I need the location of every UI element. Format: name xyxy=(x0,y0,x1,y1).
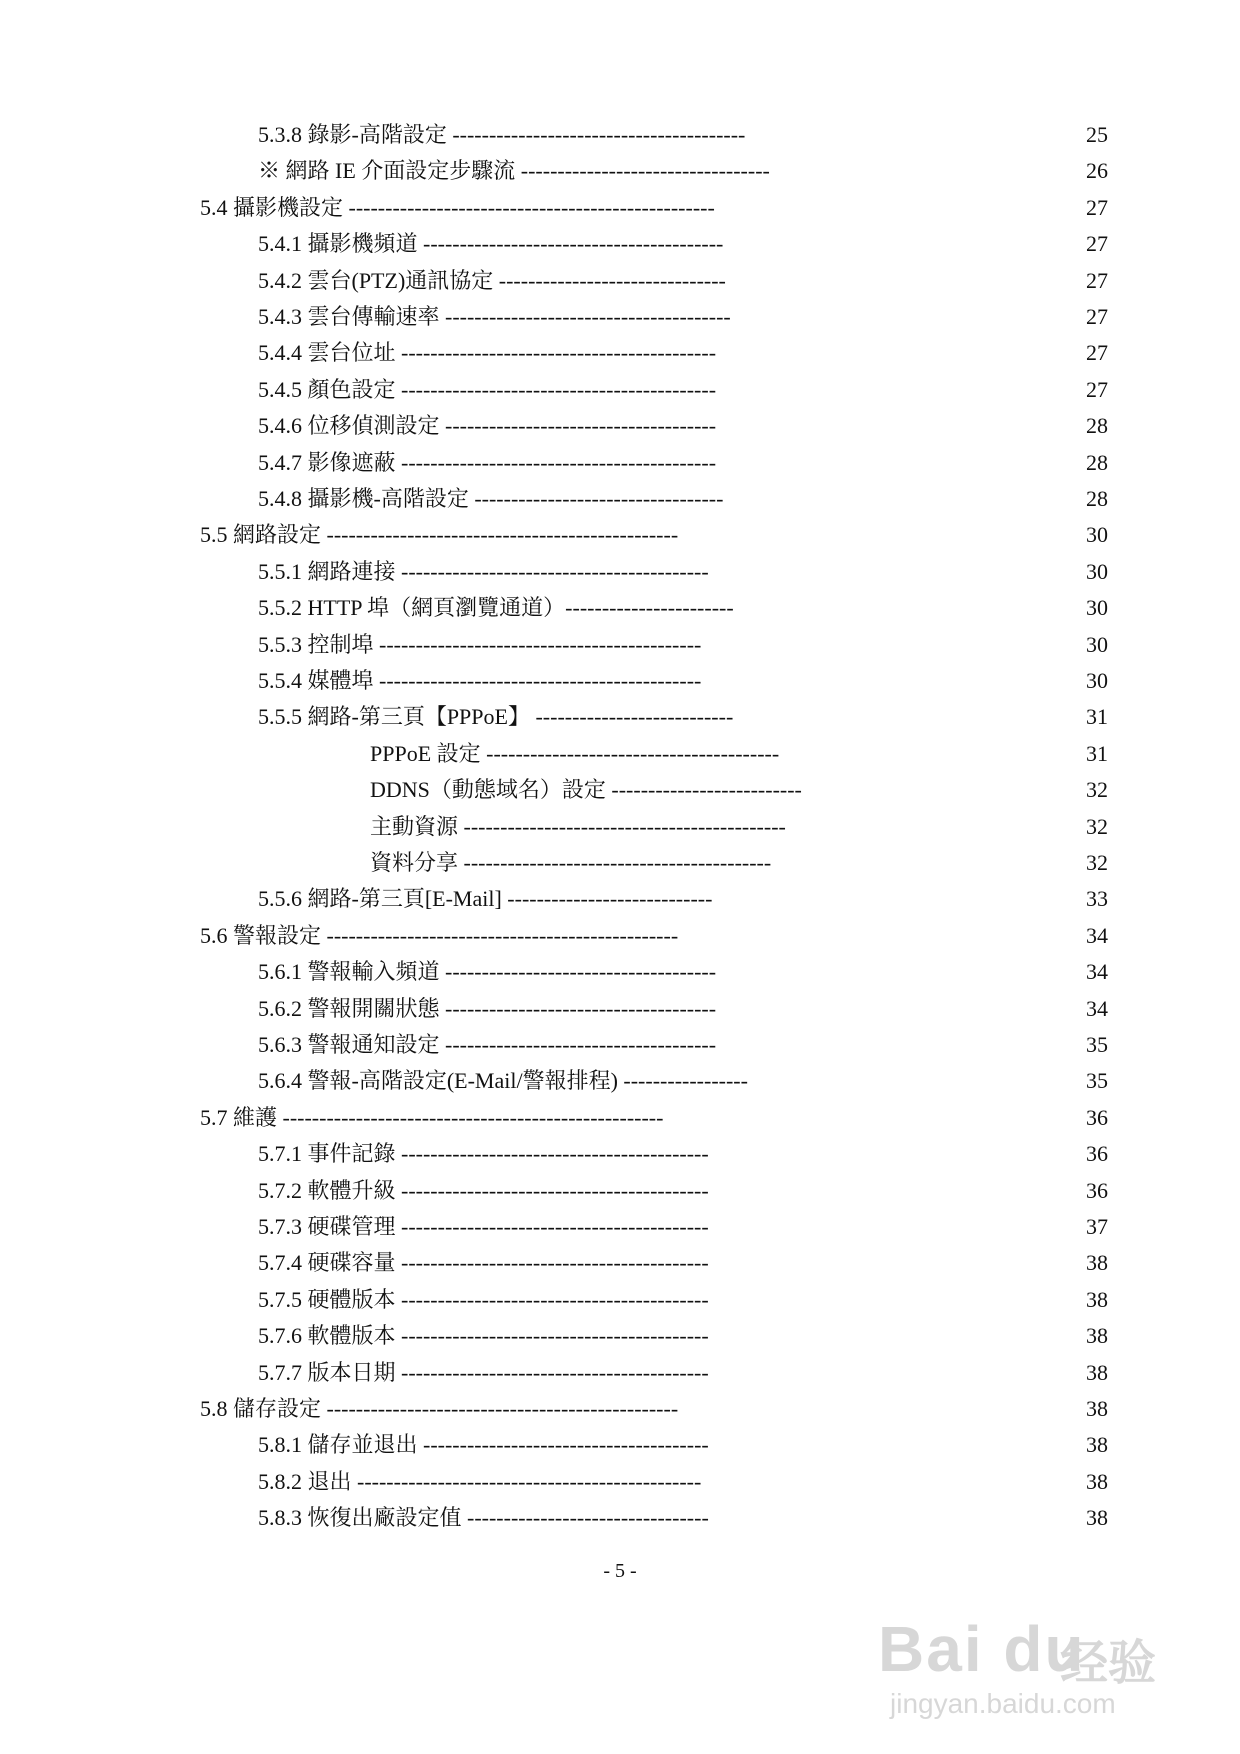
toc-entry-page: 38 xyxy=(1086,1396,1108,1421)
toc-entry-label: 5.5.5 網路-第三頁【PPPoE】 --------------------------- xyxy=(258,704,734,730)
toc-entry-label: 5.7.3 硬碟管理 ------------------------------------------ xyxy=(258,1214,709,1239)
toc-entry-label: 5.6.3 警報通知設定 ------------------------------------- xyxy=(258,1032,717,1057)
toc-entry-page: 34 xyxy=(1086,922,1108,948)
toc-entry xyxy=(0,1173,1240,1209)
toc-entry-label: 5.8.2 退出 ----------------------------------------------- xyxy=(258,1468,702,1494)
toc-entry-page: 31 xyxy=(1086,740,1108,766)
toc-entry-page: 38 xyxy=(1086,1250,1108,1276)
toc-entry xyxy=(0,809,1240,845)
page-number: - 5 - xyxy=(603,1560,637,1582)
toc-entry xyxy=(0,1391,1240,1427)
toc-entry xyxy=(0,845,1240,881)
toc-entry-page: 35 xyxy=(1086,1068,1108,1094)
toc-entry-label: 5.3.8 錄影-高階設定 ---------------------------------------- xyxy=(258,122,746,147)
toc-entry xyxy=(0,190,1240,226)
toc-entry xyxy=(0,663,1240,699)
toc-entry-page: 30 xyxy=(1086,631,1108,657)
toc-entry xyxy=(0,1063,1240,1099)
toc-entry xyxy=(0,263,1240,299)
toc-entry-page: 26 xyxy=(1086,158,1108,184)
toc-entry-label: 5.7.6 軟體版本 ------------------------------------------ xyxy=(258,1323,709,1349)
toc-entry-page: 27 xyxy=(1086,231,1108,257)
toc-entry-page: 34 xyxy=(1086,995,1108,1021)
toc-entry-page: 28 xyxy=(1086,449,1108,475)
toc-entry xyxy=(0,736,1240,772)
toc-entry xyxy=(0,1209,1240,1245)
toc-entry-page: 35 xyxy=(1086,1032,1108,1057)
toc-entry xyxy=(0,117,1240,153)
toc-entry xyxy=(0,918,1240,954)
toc-entry xyxy=(0,1027,1240,1063)
toc-entry-page: 33 xyxy=(1086,886,1108,912)
toc-entry-label: 5.4.4 雲台位址 ------------------------------------------- xyxy=(258,340,717,366)
toc-entry xyxy=(0,699,1240,735)
toc-entry-label: 5.4.8 攝影機-高階設定 ---------------------------------- xyxy=(258,486,724,511)
toc-entry-page: 32 xyxy=(1086,813,1108,839)
watermark-brand-suffix: 经验 xyxy=(1060,1637,1157,1690)
toc-entry xyxy=(0,627,1240,663)
toc-entry-page: 38 xyxy=(1086,1432,1108,1458)
toc-entry xyxy=(0,554,1240,590)
toc-entry-label: 5.5.6 網路-第三頁[E-Mail] ---------------------------- xyxy=(258,886,713,912)
toc-entry xyxy=(0,372,1240,408)
toc-entry xyxy=(0,226,1240,262)
toc-entry-page: 31 xyxy=(1086,704,1108,730)
toc-entry-page: 27 xyxy=(1086,194,1108,220)
toc-entry-page: 32 xyxy=(1086,777,1108,803)
toc-entry-label: 5.8 儲存設定 ------------------------------------------------ xyxy=(200,1396,679,1421)
toc-entry xyxy=(0,881,1240,917)
toc-entry-page: 38 xyxy=(1086,1359,1108,1385)
toc-entry-page: 25 xyxy=(1086,122,1108,147)
toc-entry xyxy=(0,299,1240,335)
toc-entry-label: ※ 網路 IE 介面設定步驟流 ---------------------------------- xyxy=(258,158,770,184)
toc-entry-label: 5.5.1 網路連接 ------------------------------------------ xyxy=(258,558,709,584)
toc-entry-label: 5.7.2 軟體升級 ------------------------------------------ xyxy=(258,1177,709,1203)
toc-entry-label: 5.6.4 警報-高階設定(E-Mail/警報排程) ----------------- xyxy=(258,1068,748,1094)
toc-entry xyxy=(0,1355,1240,1391)
toc-entry-page: 34 xyxy=(1086,959,1108,985)
toc-entry xyxy=(0,991,1240,1027)
toc-entry-label: 5.8.3 恢復出廠設定值 --------------------------------- xyxy=(258,1505,709,1531)
toc-entry-label: 5.5 網路設定 ------------------------------------------------ xyxy=(200,522,679,548)
toc-entry-label: PPPoE 設定 ---------------------------------------- xyxy=(370,740,780,766)
toc-entry-label: 主動資源 -------------------------------------------- xyxy=(370,813,786,839)
toc-entry-label: 5.7 維護 ---------------------------------------------------- xyxy=(200,1104,664,1130)
toc-entry-label: 5.4.5 顏色設定 ------------------------------------------- xyxy=(258,376,717,402)
toc-entry-page: 30 xyxy=(1086,558,1108,584)
toc-entry xyxy=(0,1500,1240,1536)
toc-entry-label: 5.4.2 雲台(PTZ)通訊協定 ------------------------------- xyxy=(258,267,726,293)
toc-entry-label: 資料分享 ------------------------------------------ xyxy=(370,850,772,875)
toc-entry-label: 5.5.3 控制埠 -------------------------------------------- xyxy=(258,631,702,657)
toc-entry-page: 36 xyxy=(1086,1141,1108,1167)
toc-entry-page: 30 xyxy=(1086,522,1108,548)
toc-entry-label: 5.4.1 攝影機頻道 ----------------------------------------- xyxy=(258,231,724,257)
toc-entry-label: 5.7.5 硬體版本 ------------------------------------------ xyxy=(258,1286,709,1312)
toc-entry-page: 37 xyxy=(1086,1214,1108,1239)
toc-entry-page: 27 xyxy=(1086,267,1108,293)
toc-entry-label: 5.6.2 警報開關狀態 ------------------------------------- xyxy=(258,995,717,1021)
toc-entry-label: 5.5.2 HTTP 埠（網頁瀏覽通道）----------------------- xyxy=(258,595,734,621)
toc-entry xyxy=(0,1318,1240,1354)
toc-entry xyxy=(0,1136,1240,1172)
toc-entry-page: 38 xyxy=(1086,1505,1108,1531)
toc-entry xyxy=(0,1464,1240,1500)
toc-entry-page: 28 xyxy=(1086,413,1108,439)
toc-entry-label: 5.4.7 影像遮蔽 ------------------------------------------- xyxy=(258,449,717,475)
toc-entry-label: 5.8.1 儲存並退出 --------------------------------------- xyxy=(258,1432,709,1458)
toc-entry-label: 5.7.1 事件記錄 ------------------------------------------ xyxy=(258,1141,709,1167)
toc-entry-page: 30 xyxy=(1086,668,1108,693)
toc-entry-page: 38 xyxy=(1086,1286,1108,1312)
toc-entry xyxy=(0,954,1240,990)
toc-entry-page: 36 xyxy=(1086,1177,1108,1203)
toc-entry-page: 38 xyxy=(1086,1468,1108,1494)
toc-entry-label: 5.4.3 雲台傳輸速率 --------------------------------------- xyxy=(258,304,731,329)
toc-entry xyxy=(0,772,1240,808)
toc-entry-label: 5.4.6 位移偵測設定 ------------------------------------- xyxy=(258,413,717,439)
toc-entry-page: 27 xyxy=(1086,340,1108,366)
baidu-watermark xyxy=(860,1570,1200,1740)
toc-entry xyxy=(0,445,1240,481)
toc-entry xyxy=(0,335,1240,371)
toc-entry-page: 28 xyxy=(1086,486,1108,511)
toc-entry xyxy=(0,1245,1240,1281)
toc-entry xyxy=(0,590,1240,626)
toc-entry-page: 32 xyxy=(1086,850,1108,875)
toc-entry xyxy=(0,481,1240,517)
watermark-brand: Bai du xyxy=(878,1613,1086,1685)
toc-entry-page: 36 xyxy=(1086,1104,1108,1130)
toc-entry-label: 5.4 攝影機設定 -------------------------------------------------- xyxy=(200,194,715,220)
toc-entry-label: 5.6 警報設定 ------------------------------------------------ xyxy=(200,922,679,948)
toc-entry xyxy=(0,517,1240,553)
toc-entry xyxy=(0,1282,1240,1318)
toc-entry-label: 5.7.7 版本日期 ------------------------------------------ xyxy=(258,1359,709,1385)
toc-entry-page: 27 xyxy=(1086,304,1108,329)
toc-entry-label: 5.7.4 硬碟容量 ------------------------------------------ xyxy=(258,1250,709,1276)
toc-entry-page: 27 xyxy=(1086,376,1108,402)
toc-entry xyxy=(0,1100,1240,1136)
toc-entry xyxy=(0,153,1240,189)
watermark-url: jingyan.baidu.com xyxy=(890,1688,1116,1719)
toc-entry-page: 38 xyxy=(1086,1323,1108,1349)
toc-entry-page: 30 xyxy=(1086,595,1108,621)
toc-entry-label: 5.5.4 媒體埠 -------------------------------------------- xyxy=(258,668,702,693)
toc-entry-label: 5.6.1 警報輸入頻道 ------------------------------------- xyxy=(258,959,717,985)
toc-entry xyxy=(0,1427,1240,1463)
toc-entry-label: DDNS（動態域名）設定 -------------------------- xyxy=(370,777,802,803)
toc-entry xyxy=(0,408,1240,444)
